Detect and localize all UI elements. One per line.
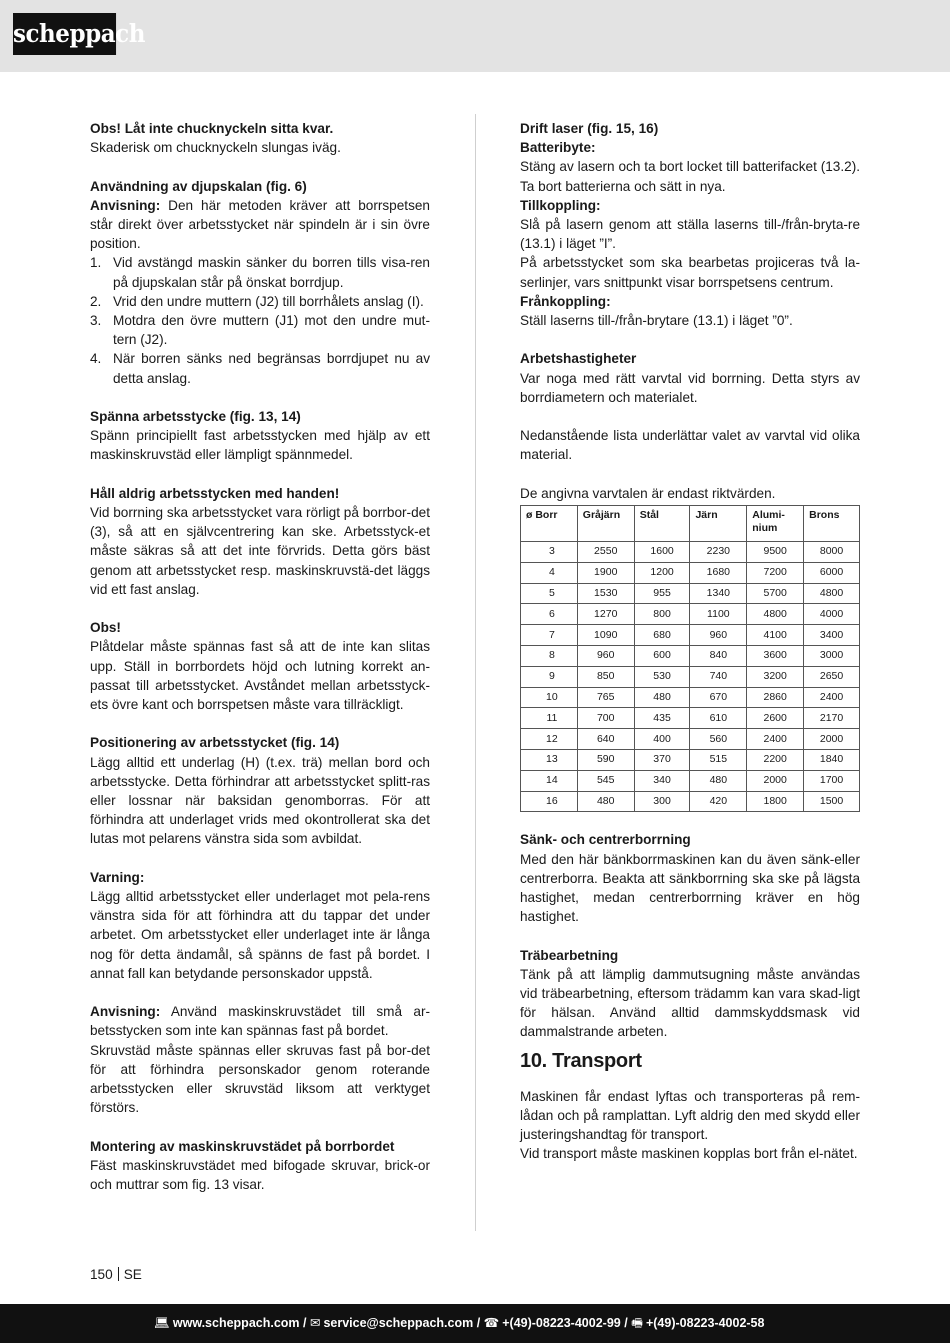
table-cell: 2000 bbox=[747, 770, 804, 791]
battery-text: Stäng av lasern och ta bort locket till batterifacket (13.2). Ta bort batterierna och sätt in nya. bbox=[520, 159, 860, 194]
depth-note-text: Den här metoden kräver att borrspetsen står direkt över arbetsstycket när spindeln är i sin övre position. bbox=[90, 197, 430, 252]
sink-text: Med den här bänkborrmaskinen kan du även sänk-eller centrerborra. Beakta att sänkborrning ska ske på lägsta hastighet, medan centrerborrning kräver en hög hastighet. bbox=[520, 851, 860, 925]
table-cell: 5700 bbox=[747, 583, 804, 604]
table-cell: 1200 bbox=[634, 562, 690, 583]
depth-heading: Användning av djupskalan (fig. 6) bbox=[90, 178, 307, 194]
table-cell: 600 bbox=[634, 646, 690, 667]
table-row bbox=[521, 770, 860, 791]
table-cell: 2170 bbox=[804, 708, 860, 729]
obs2-heading: Obs! bbox=[90, 620, 121, 636]
switch-off-text: Ställ laserns till-/från-brytare (13.1) i läget ”0”. bbox=[520, 313, 793, 329]
table-row bbox=[521, 542, 860, 563]
table-cell: 340 bbox=[634, 770, 690, 791]
left-column bbox=[90, 119, 430, 1194]
footer-email[interactable]: service@scheppach.com / bbox=[323, 1316, 481, 1330]
footer-phone: +(49)-08223-4002-99 / bbox=[502, 1316, 628, 1330]
table-cell: 765 bbox=[577, 687, 634, 708]
table-cell: 480 bbox=[690, 770, 747, 791]
speed-heading: Arbetshastigheter bbox=[520, 351, 637, 367]
table-cell: 1840 bbox=[804, 749, 860, 770]
table-cell: 2230 bbox=[690, 542, 747, 563]
laser-heading: Drift laser (fig. 15, 16) bbox=[520, 121, 659, 136]
switch-on-text-2: På arbetsstycket som ska bearbetas projiceras två la-serlinjer, vars snittpunkt visar borrspetsens centrum. bbox=[520, 255, 860, 290]
table-cell: 10 bbox=[521, 687, 578, 708]
table-cell: 2550 bbox=[577, 542, 634, 563]
table-row bbox=[521, 708, 860, 729]
speed-text: Var noga med rätt varvtal vid borrning. Detta styrs av borrdiametern och materialet. bbox=[520, 370, 860, 405]
table-cell: 1700 bbox=[804, 770, 860, 791]
table-cell: 435 bbox=[634, 708, 690, 729]
depth-note-label: Anvisning: bbox=[90, 197, 161, 213]
table-cell: 1900 bbox=[577, 562, 634, 583]
sink-heading: Sänk- och centrerborrning bbox=[520, 832, 691, 848]
table-cell: 2860 bbox=[747, 687, 804, 708]
position-heading: Positionering av arbetsstycket (fig. 14) bbox=[90, 735, 340, 751]
table-cell: 960 bbox=[690, 625, 747, 646]
speed-table-body bbox=[521, 542, 860, 812]
list-item: 2. Vrid den undre muttern (J2) till borrhålets anslag (I). bbox=[90, 293, 424, 309]
table-cell: 2400 bbox=[747, 729, 804, 750]
clamp-text: Spänn principiellt fast arbetsstycken med hjälp av ett maskinskruvstäd eller lämpligt spännmedel. bbox=[90, 428, 430, 463]
table-cell: 840 bbox=[690, 646, 747, 667]
table-cell: 4800 bbox=[747, 604, 804, 625]
table-row bbox=[521, 646, 860, 667]
position-text: Lägg alltid ett underlag (H) (t.ex. trä) mellan bord och arbetsstycke. Detta förhindrar att arbetsstycket splitt-ras eller lossnar när baksidan genomborras. För att förhindra att underlaget vrids med okontrollerat ska det lutas mot pelarens vänstra sida som avbildat. bbox=[90, 754, 430, 847]
table-cell: 480 bbox=[577, 791, 634, 812]
footer-web[interactable]: www.scheppach.com / bbox=[172, 1316, 307, 1330]
table-cell: 4800 bbox=[804, 583, 860, 604]
hand-heading: Håll aldrig arbetsstycken med handen! bbox=[90, 485, 340, 501]
table-header-cell: Gråjärn bbox=[577, 506, 634, 542]
table-header-cell: Stål bbox=[634, 506, 690, 542]
obs2-text: Plåtdelar måste spännas fast så att de inte kan slitas upp. Ställ in borrbordets höjd och lutning korrekt an-passat till arbetsstycket. Avståndet mellan arbetsstyck-ets övre kant och borrspetsen måste vara tillräckligt. bbox=[90, 639, 430, 713]
table-cell: 11 bbox=[521, 708, 578, 729]
table-cell: 700 bbox=[577, 708, 634, 729]
table-cell: 560 bbox=[690, 729, 747, 750]
table-cell: 300 bbox=[634, 791, 690, 812]
table-cell: 8000 bbox=[804, 542, 860, 563]
table-header-cell: ø Borr bbox=[521, 506, 578, 542]
page-number bbox=[90, 1265, 142, 1284]
column-divider bbox=[475, 114, 476, 1231]
table-cell: 590 bbox=[577, 749, 634, 770]
laptop-icon: 💻︎ bbox=[154, 1316, 170, 1330]
table-row bbox=[521, 562, 860, 583]
table-cell: 1090 bbox=[577, 625, 634, 646]
table-cell: 610 bbox=[690, 708, 747, 729]
mount-heading: Montering av maskinskruvstädet på borrbordet bbox=[90, 1138, 395, 1154]
table-cell: 960 bbox=[577, 646, 634, 667]
table-cell: 4100 bbox=[747, 625, 804, 646]
table-cell: 670 bbox=[690, 687, 747, 708]
speed-text-3: De angivna varvtalen är endast riktvärden. bbox=[520, 485, 776, 501]
table-cell: 12 bbox=[521, 729, 578, 750]
table-cell: 14 bbox=[521, 770, 578, 791]
depth-steps bbox=[90, 253, 430, 387]
list-item: 1. Vid avstängd maskin sänker du borren tills visa-ren på djupskalan står på önskat borrdjup. bbox=[90, 255, 430, 290]
table-cell: 5 bbox=[521, 583, 578, 604]
wood-text: Tänk på att lämplig dammutsugning måste användas vid träbearbetning, eftersom trädamm kan vara skad-ligt för hälsan. Använd alltid dammskyddsmask vid dammalstrande arbeten. bbox=[520, 966, 860, 1040]
hand-text: Vid borrning ska arbetsstycket vara rörligt på borrbor-det (3), så att en självcentrering kan ske. Arbetsstyck-et måste säkras så att det inte förvrids. Detta görs bäst genom att arbetsstycket resp. maskinskruvstä-det läggs vid ett fast anslag. bbox=[90, 505, 430, 597]
mount-text: Fäst maskinskruvstädet med bifogade skruvar, brick-or och muttrar som fig. 13 visar. bbox=[90, 1157, 430, 1193]
table-cell: 400 bbox=[634, 729, 690, 750]
clamp-heading: Spänna arbetsstycke (fig. 13, 14) bbox=[90, 409, 301, 425]
table-row bbox=[521, 666, 860, 687]
page-number-value: 150 bbox=[90, 1267, 113, 1282]
fax-icon: 🖷︎ bbox=[631, 1316, 643, 1330]
warning-heading: Varning: bbox=[90, 869, 145, 885]
table-cell: 850 bbox=[577, 666, 634, 687]
table-cell: 1100 bbox=[690, 604, 747, 625]
table-cell: 3000 bbox=[804, 646, 860, 667]
table-cell: 2650 bbox=[804, 666, 860, 687]
table-cell: 1530 bbox=[577, 583, 634, 604]
footer-fax: +(49)-08223-4002-58 bbox=[645, 1316, 765, 1330]
table-cell: 420 bbox=[690, 791, 747, 812]
right-column bbox=[520, 119, 860, 1163]
table-cell: 515 bbox=[690, 749, 747, 770]
table-cell: 2600 bbox=[747, 708, 804, 729]
table-cell: 800 bbox=[634, 604, 690, 625]
table-cell: 545 bbox=[577, 770, 634, 791]
table-cell: 3400 bbox=[804, 625, 860, 646]
switch-on-heading: Tillkoppling: bbox=[520, 197, 601, 213]
table-cell: 9500 bbox=[747, 542, 804, 563]
obs1-heading: Obs! Låt inte chucknyckeln sitta kvar. bbox=[90, 121, 334, 136]
table-cell: 640 bbox=[577, 729, 634, 750]
speed-table bbox=[520, 505, 860, 812]
table-header-cell: Brons bbox=[804, 506, 860, 542]
table-header-cell: Alumi-nium bbox=[747, 506, 804, 542]
list-item: 3. Motdra den övre muttern (J1) mot den undre mut-tern (J2). bbox=[90, 313, 430, 348]
obs1-text: Skaderisk om chucknyckeln slungas iväg. bbox=[90, 140, 341, 156]
table-cell: 6 bbox=[521, 604, 578, 625]
transport-text: Maskinen får endast lyftas och transporteras på rem-lådan och på ramplattan. Lyft aldrig den med skydd eller justeringshandtag för transport. bbox=[520, 1088, 860, 1142]
table-cell: 4 bbox=[521, 562, 578, 583]
table-row bbox=[521, 729, 860, 750]
table-cell: 16 bbox=[521, 791, 578, 812]
table-row bbox=[521, 625, 860, 646]
vise-note bbox=[90, 1002, 430, 1040]
table-row bbox=[521, 687, 860, 708]
email-icon: ✉︎ bbox=[309, 1316, 321, 1330]
transport-heading: 10. Transport bbox=[520, 1049, 642, 1072]
table-cell: 7 bbox=[521, 625, 578, 646]
table-row bbox=[521, 604, 860, 625]
page-footer bbox=[0, 1304, 950, 1343]
switch-off-heading: Frånkoppling: bbox=[520, 293, 611, 309]
table-cell: 3 bbox=[521, 542, 578, 563]
table-cell: 530 bbox=[634, 666, 690, 687]
page-header bbox=[0, 0, 950, 72]
transport-text-2: Vid transport måste maskinen kopplas bort från el-nätet. bbox=[520, 1146, 858, 1162]
table-cell: 2400 bbox=[804, 687, 860, 708]
list-item: 4. När borren sänks ned begränsas borrdjupet nu av detta anslag. bbox=[90, 351, 430, 386]
table-cell: 1800 bbox=[747, 791, 804, 812]
table-cell: 13 bbox=[521, 749, 578, 770]
battery-heading: Batteribyte: bbox=[520, 140, 596, 156]
table-cell: 955 bbox=[634, 583, 690, 604]
table-cell: 1270 bbox=[577, 604, 634, 625]
vise-note-text: Använd maskinskruvstädet till små ar-betsstycken som inte kan spännas fast på bordet. bbox=[90, 1004, 430, 1039]
vise-note-label: Anvisning: bbox=[90, 1004, 161, 1020]
table-cell: 1600 bbox=[634, 542, 690, 563]
table-cell: 4000 bbox=[804, 604, 860, 625]
table-row bbox=[521, 791, 860, 812]
table-header-row bbox=[521, 506, 860, 542]
table-cell: 2200 bbox=[747, 749, 804, 770]
table-cell: 370 bbox=[634, 749, 690, 770]
page-language: SE bbox=[123, 1267, 142, 1282]
table-cell: 1340 bbox=[690, 583, 747, 604]
wood-heading: Träbearbetning bbox=[520, 947, 619, 963]
table-cell: 7200 bbox=[747, 562, 804, 583]
table-cell: 8 bbox=[521, 646, 578, 667]
table-cell: 480 bbox=[634, 687, 690, 708]
table-row bbox=[521, 583, 860, 604]
switch-on-text: Slå på lasern genom att ställa laserns till-/från-bryta-re (13.1) i läget ”I”. bbox=[520, 217, 860, 252]
table-cell: 3600 bbox=[747, 646, 804, 667]
table-cell: 2000 bbox=[804, 729, 860, 750]
vise-text: Skruvstäd måste spännas eller skruvas fast på bor-det för att förhindra personskador genom roterande arbetsstycken eller skruvstäd liksom att verktyget förstörs. bbox=[90, 1042, 430, 1116]
table-cell: 3200 bbox=[747, 666, 804, 687]
table-cell: 1500 bbox=[804, 791, 860, 812]
warning-text: Lägg alltid arbetsstycket eller underlaget mot pela-rens vänstra sida för att förhindra att du tappar det under arbetet. Om arbetsstycket eller underlaget inte är långa nog för detta ändamål, så spänns de fast på bordet. I annat fall kan betydande personskador uppstå. bbox=[90, 889, 430, 981]
table-row bbox=[521, 749, 860, 770]
table-cell: 6000 bbox=[804, 562, 860, 583]
phone-icon: ☎︎ bbox=[483, 1316, 500, 1330]
table-cell: 740 bbox=[690, 666, 747, 687]
table-cell: 680 bbox=[634, 625, 690, 646]
depth-note bbox=[90, 196, 430, 254]
brand-logo: scheppach bbox=[13, 13, 116, 55]
table-header-cell: Järn bbox=[690, 506, 747, 542]
speed-text-2: Nedanstående lista underlättar valet av varvtal vid olika material. bbox=[520, 428, 860, 463]
table-cell: 9 bbox=[521, 666, 578, 687]
table-cell: 1680 bbox=[690, 562, 747, 583]
